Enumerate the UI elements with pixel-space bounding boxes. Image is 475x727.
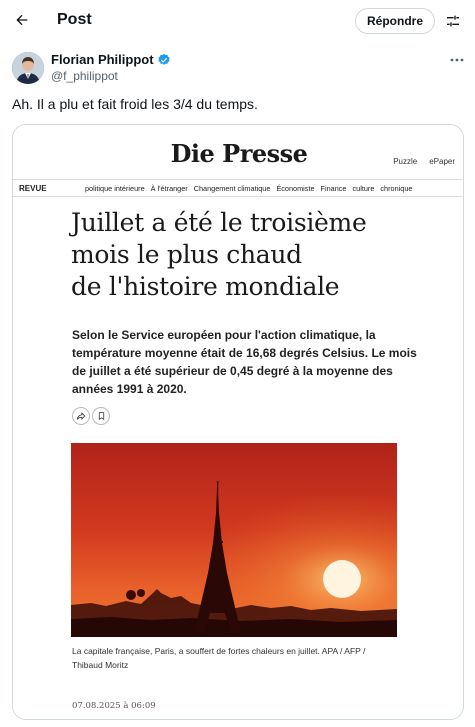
nav-item: culture — [352, 184, 375, 193]
article-headline — [71, 207, 431, 303]
author-name[interactable]: Florian Philippot — [51, 52, 171, 67]
masthead-links — [393, 157, 455, 166]
more-options-button[interactable] — [447, 52, 467, 68]
nav-item: politique intérieure — [85, 184, 145, 193]
newspaper-logo: Die Presse — [170, 139, 308, 168]
article-lead: Selon le Service européen pour l'action climatique, la température moyenne était de 16,68 degrés Celsius. Le mois de juillet a été supérieur de 0,45 degré à la moyenne des années 1991 à 2020. — [72, 328, 417, 396]
nav-items — [85, 184, 412, 193]
masthead-link: Puzzle — [393, 157, 418, 166]
sliders-icon — [445, 13, 461, 29]
attached-image[interactable] — [12, 124, 464, 720]
nav-section-label: REVUE — [19, 184, 47, 193]
settings-button[interactable] — [441, 9, 465, 33]
headline-line: de l'histoire mondiale — [71, 272, 340, 301]
share-button — [72, 407, 90, 425]
bookmark-button — [92, 407, 110, 425]
masthead — [13, 125, 464, 177]
back-button[interactable] — [8, 6, 36, 34]
bookmark-icon — [97, 411, 106, 421]
reply-button[interactable]: Répondre — [355, 8, 435, 34]
article-screenshot — [13, 125, 464, 720]
nav-item: À l'étranger — [150, 184, 188, 193]
photo-caption: La capitale française, Paris, a souffert de fortes chaleurs en juillet. APA / AFP / Thibaud Moritz — [72, 646, 366, 670]
nav-item: Finance — [320, 184, 347, 193]
page-title: Post — [57, 11, 92, 28]
article-photo — [71, 443, 397, 637]
nav-item: Changement climatique — [193, 184, 271, 193]
verified-badge-icon — [157, 53, 171, 67]
article-nav — [13, 179, 464, 197]
headline-line: Juillet a été le troisième — [71, 208, 367, 237]
author-handle[interactable]: @f_philippot — [51, 69, 118, 83]
masthead-link: ePaper — [429, 157, 455, 166]
nav-item: Économiste — [276, 184, 315, 193]
arrow-left-icon — [14, 12, 30, 28]
tweet-text: Ah. Il a plu et fait froid les 3/4 du temps. — [12, 96, 258, 112]
share-icon — [76, 411, 86, 421]
top-bar — [0, 0, 475, 44]
avatar[interactable] — [12, 52, 44, 84]
more-icon — [450, 58, 464, 62]
article-date: 07.08.2025 à 06:09 — [72, 701, 156, 711]
headline-line: mois le plus chaud — [71, 240, 302, 269]
nav-item: chronique — [380, 184, 413, 193]
